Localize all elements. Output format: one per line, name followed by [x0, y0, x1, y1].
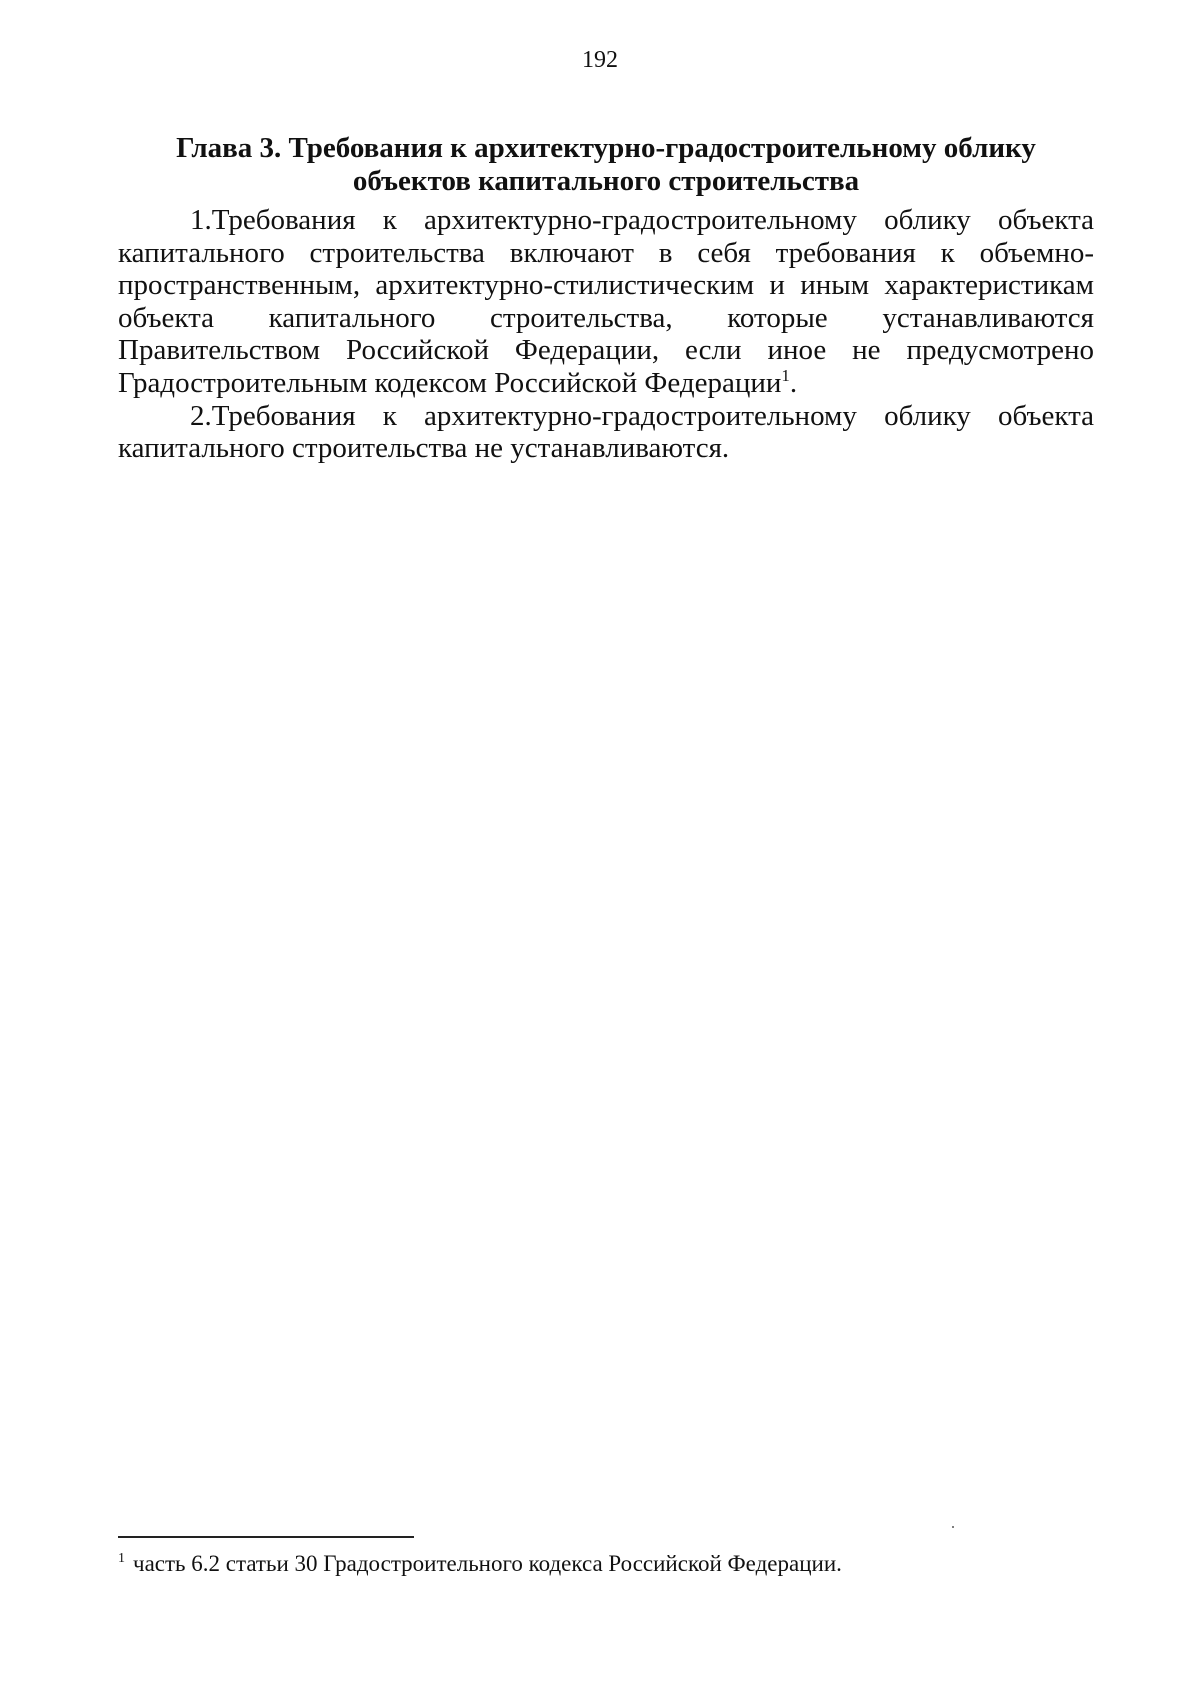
paragraph-2 [118, 400, 1094, 465]
footnote-text: часть 6.2 статьи 30 Градостроительного кодекса Российской Федерации. [133, 1551, 842, 1576]
footnote [118, 1550, 1094, 1578]
footnote-reference[interactable]: 1 [781, 365, 790, 385]
document-body [118, 204, 1094, 465]
paragraph-1-text: 1.Требования к архитектурно-градостроительному облику объекта капитального строительства включают в себя требования к объемно-пространственным, архитектурно-стилистическим и иным характеристикам объекта капитального строительства, которые устанавливаются Правительством Российской Федерации, если иное не предусмотрено Градостроительным кодексом Российской Федерации [118, 204, 1094, 399]
chapter-title: Глава 3. Требования к архитектурно-градостроительному облику объектов капитального строительства [176, 132, 1036, 197]
page-number: 192 [582, 47, 618, 73]
paragraph-1-end: . [789, 366, 798, 399]
footnote-separator [118, 1536, 414, 1538]
scan-speck [952, 1526, 954, 1528]
footnote-marker: 1 [118, 1551, 125, 1566]
paragraph-1 [118, 204, 1094, 400]
paragraph-2-text: 2.Требования к архитектурно-градостроительному облику объекта капитального строительства не устанавливаются. [118, 399, 1094, 465]
